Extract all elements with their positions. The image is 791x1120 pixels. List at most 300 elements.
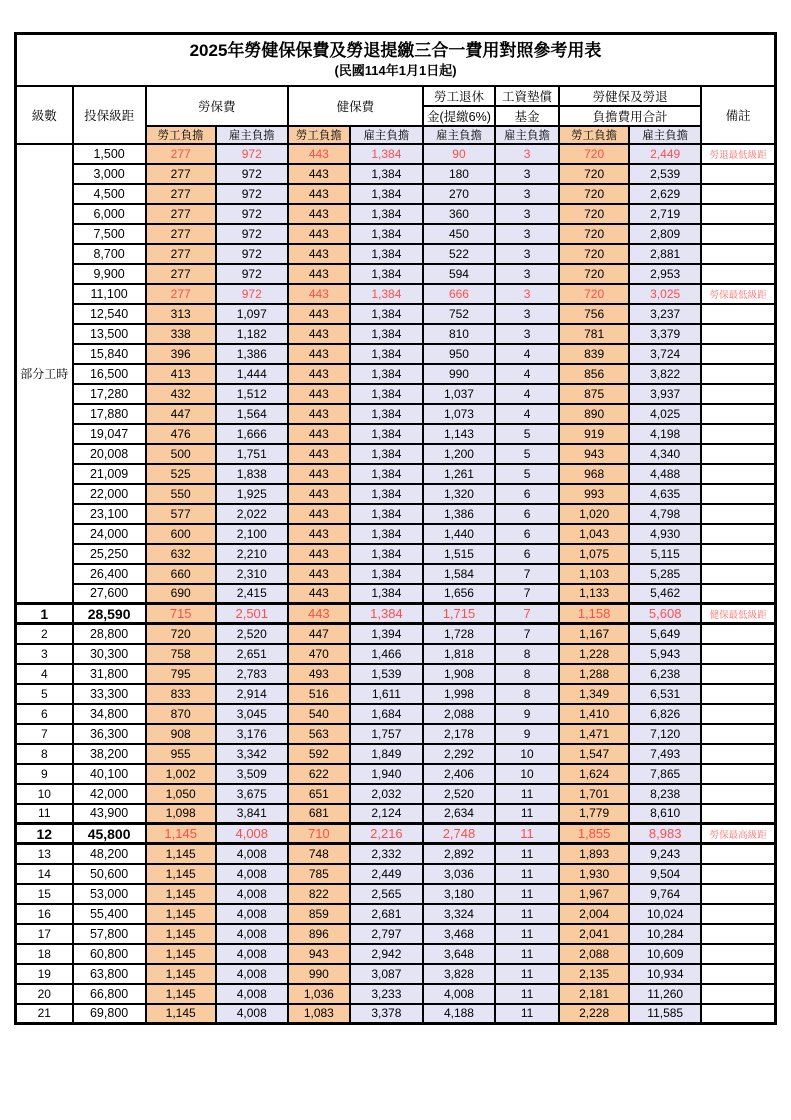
- health-worker-fee: 443: [288, 344, 350, 364]
- table-header: [16, 34, 776, 144]
- level-cell: 14: [16, 864, 73, 884]
- bracket-cell: 30,300: [73, 644, 146, 664]
- health-employer-fee: 2,449: [350, 864, 423, 884]
- total-employer-fee: 8,983: [629, 824, 701, 844]
- pension-employer-fee: 90: [423, 144, 495, 164]
- remark-cell: [701, 164, 775, 184]
- header-total-line1: 勞健保及勞退: [559, 86, 701, 106]
- pension-employer-fee: 2,406: [423, 764, 495, 784]
- table-row: [16, 864, 776, 884]
- table-row: [16, 404, 776, 424]
- total-employer-fee: 4,340: [629, 444, 701, 464]
- labor-employer-fee: 4,008: [216, 924, 288, 944]
- health-worker-fee: 470: [288, 644, 350, 664]
- health-worker-fee: 443: [288, 424, 350, 444]
- health-employer-fee: 1,384: [350, 204, 423, 224]
- labor-worker-fee: 600: [146, 524, 216, 544]
- total-worker-fee: 1,855: [559, 824, 629, 844]
- labor-employer-fee: 2,520: [216, 624, 288, 644]
- health-worker-fee: 443: [288, 404, 350, 424]
- pension-employer-fee: 1,143: [423, 424, 495, 444]
- labor-employer-fee: 972: [216, 244, 288, 264]
- table-row: [16, 144, 776, 164]
- total-employer-fee: 7,493: [629, 744, 701, 764]
- labor-employer-fee: 4,008: [216, 904, 288, 924]
- table-row: [16, 264, 776, 284]
- wage-fund-employer-fee: 10: [495, 744, 559, 764]
- table-row: [16, 964, 776, 984]
- labor-employer-fee: 1,444: [216, 364, 288, 384]
- health-worker-fee: 651: [288, 784, 350, 804]
- total-worker-fee: 2,088: [559, 944, 629, 964]
- total-employer-fee: 11,585: [629, 1004, 701, 1024]
- labor-employer-fee: 972: [216, 144, 288, 164]
- table-row: [16, 224, 776, 244]
- pension-employer-fee: 360: [423, 204, 495, 224]
- table-row: [16, 944, 776, 964]
- bracket-cell: 66,800: [73, 984, 146, 1004]
- table-row: [16, 884, 776, 904]
- remark-cell: [701, 384, 775, 404]
- labor-worker-fee: 908: [146, 724, 216, 744]
- total-employer-fee: 3,937: [629, 384, 701, 404]
- wage-fund-employer-fee: 3: [495, 204, 559, 224]
- total-employer-fee: 2,881: [629, 244, 701, 264]
- health-worker-fee: 443: [288, 204, 350, 224]
- total-employer-fee: 11,260: [629, 984, 701, 1004]
- labor-worker-fee: 1,145: [146, 824, 216, 844]
- subheader-labor-worker: 勞工負擔: [146, 126, 216, 144]
- wage-fund-employer-fee: 11: [495, 864, 559, 884]
- wage-fund-employer-fee: 11: [495, 784, 559, 804]
- labor-employer-fee: 1,564: [216, 404, 288, 424]
- wage-fund-employer-fee: 11: [495, 984, 559, 1004]
- labor-employer-fee: 4,008: [216, 984, 288, 1004]
- labor-worker-fee: 413: [146, 364, 216, 384]
- bracket-cell: 50,600: [73, 864, 146, 884]
- labor-employer-fee: 3,675: [216, 784, 288, 804]
- total-worker-fee: 993: [559, 484, 629, 504]
- pension-employer-fee: 1,320: [423, 484, 495, 504]
- total-employer-fee: 2,809: [629, 224, 701, 244]
- labor-employer-fee: 972: [216, 264, 288, 284]
- total-employer-fee: 6,531: [629, 684, 701, 704]
- bracket-cell: 34,800: [73, 704, 146, 724]
- wage-fund-employer-fee: 11: [495, 964, 559, 984]
- health-employer-fee: 2,124: [350, 804, 423, 824]
- header-labor-insurance: 勞保費: [146, 86, 288, 126]
- wage-fund-employer-fee: 5: [495, 464, 559, 484]
- health-employer-fee: 1,384: [350, 404, 423, 424]
- health-worker-fee: 1,083: [288, 1004, 350, 1024]
- labor-employer-fee: 4,008: [216, 844, 288, 864]
- health-worker-fee: 443: [288, 144, 350, 164]
- wage-fund-employer-fee: 6: [495, 524, 559, 544]
- remark-cell: [701, 944, 775, 964]
- labor-employer-fee: 1,838: [216, 464, 288, 484]
- remark-cell: [701, 924, 775, 944]
- total-employer-fee: 4,930: [629, 524, 701, 544]
- wage-fund-employer-fee: 6: [495, 504, 559, 524]
- pension-employer-fee: 666: [423, 284, 495, 304]
- total-worker-fee: 1,967: [559, 884, 629, 904]
- total-worker-fee: 968: [559, 464, 629, 484]
- labor-worker-fee: 1,145: [146, 1004, 216, 1024]
- health-employer-fee: 1,384: [350, 584, 423, 604]
- labor-worker-fee: 1,002: [146, 764, 216, 784]
- health-employer-fee: 1,384: [350, 544, 423, 564]
- total-employer-fee: 10,024: [629, 904, 701, 924]
- labor-worker-fee: 1,145: [146, 864, 216, 884]
- bracket-cell: 23,100: [73, 504, 146, 524]
- bracket-cell: 9,900: [73, 264, 146, 284]
- remark-cell: [701, 364, 775, 384]
- pension-employer-fee: 1,440: [423, 524, 495, 544]
- table-row: [16, 484, 776, 504]
- pension-employer-fee: 3,324: [423, 904, 495, 924]
- remark-cell: [701, 644, 775, 664]
- health-employer-fee: 1,384: [350, 184, 423, 204]
- header-level: 級數: [16, 86, 73, 144]
- wage-fund-employer-fee: 3: [495, 244, 559, 264]
- labor-employer-fee: 2,022: [216, 504, 288, 524]
- level-cell: 11: [16, 804, 73, 824]
- labor-worker-fee: 338: [146, 324, 216, 344]
- total-worker-fee: 1,893: [559, 844, 629, 864]
- table-row: [16, 204, 776, 224]
- health-employer-fee: 1,384: [350, 604, 423, 624]
- header-row-1: [16, 86, 776, 106]
- health-employer-fee: 1,384: [350, 284, 423, 304]
- labor-worker-fee: 1,145: [146, 964, 216, 984]
- total-employer-fee: 2,629: [629, 184, 701, 204]
- total-worker-fee: 1,288: [559, 664, 629, 684]
- labor-worker-fee: 1,145: [146, 904, 216, 924]
- level-cell: 12: [16, 824, 73, 844]
- labor-employer-fee: 4,008: [216, 864, 288, 884]
- bracket-cell: 12,540: [73, 304, 146, 324]
- wage-fund-employer-fee: 3: [495, 224, 559, 244]
- health-employer-fee: 1,757: [350, 724, 423, 744]
- wage-fund-employer-fee: 9: [495, 704, 559, 724]
- health-worker-fee: 443: [288, 444, 350, 464]
- remark-cell: [701, 204, 775, 224]
- total-worker-fee: 2,004: [559, 904, 629, 924]
- total-employer-fee: 4,025: [629, 404, 701, 424]
- pension-employer-fee: 810: [423, 324, 495, 344]
- table-row: [16, 844, 776, 864]
- wage-fund-employer-fee: 4: [495, 364, 559, 384]
- table-row: [16, 604, 776, 624]
- bracket-cell: 20,008: [73, 444, 146, 464]
- health-employer-fee: 1,384: [350, 424, 423, 444]
- pension-employer-fee: 1,200: [423, 444, 495, 464]
- labor-employer-fee: 3,342: [216, 744, 288, 764]
- health-worker-fee: 563: [288, 724, 350, 744]
- labor-employer-fee: 1,666: [216, 424, 288, 444]
- wage-fund-employer-fee: 4: [495, 384, 559, 404]
- pension-employer-fee: 1,073: [423, 404, 495, 424]
- bracket-cell: 25,250: [73, 544, 146, 564]
- health-employer-fee: 1,384: [350, 224, 423, 244]
- wage-fund-employer-fee: 7: [495, 584, 559, 604]
- remark-cell: [701, 404, 775, 424]
- health-employer-fee: 1,539: [350, 664, 423, 684]
- bracket-cell: 28,590: [73, 604, 146, 624]
- labor-worker-fee: 277: [146, 144, 216, 164]
- bracket-cell: 24,000: [73, 524, 146, 544]
- labor-worker-fee: 632: [146, 544, 216, 564]
- labor-worker-fee: 1,145: [146, 884, 216, 904]
- remark-cell: [701, 544, 775, 564]
- pension-employer-fee: 752: [423, 304, 495, 324]
- total-employer-fee: 5,608: [629, 604, 701, 624]
- health-worker-fee: 622: [288, 764, 350, 784]
- remark-cell: [701, 744, 775, 764]
- health-employer-fee: 2,797: [350, 924, 423, 944]
- remark-cell: [701, 444, 775, 464]
- labor-worker-fee: 758: [146, 644, 216, 664]
- bracket-cell: 21,009: [73, 464, 146, 484]
- remark-cell: [701, 844, 775, 864]
- table-row: [16, 644, 776, 664]
- remark-cell: [701, 664, 775, 684]
- labor-employer-fee: 2,501: [216, 604, 288, 624]
- pension-employer-fee: 4,008: [423, 984, 495, 1004]
- labor-worker-fee: 476: [146, 424, 216, 444]
- health-employer-fee: 1,384: [350, 164, 423, 184]
- labor-employer-fee: 1,386: [216, 344, 288, 364]
- table-row: [16, 364, 776, 384]
- level-cell: 16: [16, 904, 73, 924]
- health-worker-fee: 447: [288, 624, 350, 644]
- bracket-cell: 16,500: [73, 364, 146, 384]
- part-time-label: 部分工時: [16, 144, 73, 604]
- total-employer-fee: 8,238: [629, 784, 701, 804]
- pension-employer-fee: 950: [423, 344, 495, 364]
- remark-cell: 健保最低級距: [701, 604, 775, 624]
- total-employer-fee: 9,504: [629, 864, 701, 884]
- remark-cell: 勞退最低級距: [701, 144, 775, 164]
- labor-employer-fee: 4,008: [216, 964, 288, 984]
- labor-worker-fee: 396: [146, 344, 216, 364]
- table-row: [16, 544, 776, 564]
- level-cell: 7: [16, 724, 73, 744]
- total-worker-fee: 2,135: [559, 964, 629, 984]
- labor-employer-fee: 3,045: [216, 704, 288, 724]
- remark-cell: [701, 984, 775, 1004]
- pension-employer-fee: 3,828: [423, 964, 495, 984]
- labor-worker-fee: 715: [146, 604, 216, 624]
- table-row: [16, 244, 776, 264]
- labor-worker-fee: 1,145: [146, 984, 216, 1004]
- total-worker-fee: 1,930: [559, 864, 629, 884]
- total-employer-fee: 10,284: [629, 924, 701, 944]
- level-cell: 10: [16, 784, 73, 804]
- total-worker-fee: 1,410: [559, 704, 629, 724]
- bracket-cell: 1,500: [73, 144, 146, 164]
- labor-worker-fee: 277: [146, 224, 216, 244]
- header-total-line2: 負擔費用合計: [559, 106, 701, 126]
- bracket-cell: 57,800: [73, 924, 146, 944]
- total-employer-fee: 2,719: [629, 204, 701, 224]
- health-employer-fee: 1,384: [350, 384, 423, 404]
- total-employer-fee: 5,115: [629, 544, 701, 564]
- total-employer-fee: 2,539: [629, 164, 701, 184]
- health-worker-fee: 443: [288, 304, 350, 324]
- level-cell: 20: [16, 984, 73, 1004]
- labor-worker-fee: 277: [146, 244, 216, 264]
- health-worker-fee: 443: [288, 504, 350, 524]
- pension-employer-fee: 1,656: [423, 584, 495, 604]
- subheader-pension-employer: 雇主負擔: [423, 126, 495, 144]
- remark-cell: [701, 304, 775, 324]
- level-cell: 4: [16, 664, 73, 684]
- health-employer-fee: 1,384: [350, 464, 423, 484]
- remark-cell: [701, 484, 775, 504]
- labor-employer-fee: 2,100: [216, 524, 288, 544]
- health-worker-fee: 822: [288, 884, 350, 904]
- pension-employer-fee: 4,188: [423, 1004, 495, 1024]
- health-worker-fee: 443: [288, 464, 350, 484]
- level-cell: 5: [16, 684, 73, 704]
- health-employer-fee: 1,466: [350, 644, 423, 664]
- total-employer-fee: 4,198: [629, 424, 701, 444]
- total-worker-fee: 1,701: [559, 784, 629, 804]
- wage-fund-employer-fee: 11: [495, 884, 559, 904]
- labor-worker-fee: 870: [146, 704, 216, 724]
- labor-worker-fee: 1,145: [146, 924, 216, 944]
- table-row: [16, 804, 776, 824]
- bracket-cell: 55,400: [73, 904, 146, 924]
- wage-fund-employer-fee: 5: [495, 424, 559, 444]
- total-worker-fee: 1,103: [559, 564, 629, 584]
- health-employer-fee: 1,384: [350, 244, 423, 264]
- remark-cell: 勞保最低級距: [701, 284, 775, 304]
- remark-cell: [701, 324, 775, 344]
- wage-fund-employer-fee: 8: [495, 664, 559, 684]
- labor-worker-fee: 313: [146, 304, 216, 324]
- level-cell: 19: [16, 964, 73, 984]
- pension-employer-fee: 1,818: [423, 644, 495, 664]
- total-employer-fee: 10,609: [629, 944, 701, 964]
- table-row: [16, 744, 776, 764]
- health-employer-fee: 1,384: [350, 324, 423, 344]
- remark-cell: [701, 1004, 775, 1024]
- total-employer-fee: 9,764: [629, 884, 701, 904]
- health-employer-fee: 1,384: [350, 264, 423, 284]
- health-worker-fee: 516: [288, 684, 350, 704]
- wage-fund-employer-fee: 11: [495, 924, 559, 944]
- subheader-health-employer: 雇主負擔: [350, 126, 423, 144]
- pension-employer-fee: 3,180: [423, 884, 495, 904]
- health-worker-fee: 748: [288, 844, 350, 864]
- health-employer-fee: 2,681: [350, 904, 423, 924]
- table-row: [16, 984, 776, 1004]
- remark-cell: [701, 264, 775, 284]
- level-cell: 3: [16, 644, 73, 664]
- table-row: [16, 284, 776, 304]
- pension-employer-fee: 450: [423, 224, 495, 244]
- health-employer-fee: 1,384: [350, 344, 423, 364]
- total-worker-fee: 1,167: [559, 624, 629, 644]
- pension-employer-fee: 270: [423, 184, 495, 204]
- total-employer-fee: 9,243: [629, 844, 701, 864]
- total-employer-fee: 3,237: [629, 304, 701, 324]
- health-employer-fee: 1,384: [350, 524, 423, 544]
- bracket-cell: 26,400: [73, 564, 146, 584]
- bracket-cell: 53,000: [73, 884, 146, 904]
- labor-employer-fee: 1,925: [216, 484, 288, 504]
- health-employer-fee: 3,233: [350, 984, 423, 1004]
- wage-fund-employer-fee: 7: [495, 624, 559, 644]
- total-worker-fee: 720: [559, 244, 629, 264]
- total-worker-fee: 839: [559, 344, 629, 364]
- health-worker-fee: 443: [288, 324, 350, 344]
- table-row: [16, 724, 776, 744]
- remark-cell: [701, 244, 775, 264]
- health-worker-fee: 493: [288, 664, 350, 684]
- health-worker-fee: 443: [288, 524, 350, 544]
- health-employer-fee: 3,378: [350, 1004, 423, 1024]
- pension-employer-fee: 3,036: [423, 864, 495, 884]
- remark-cell: [701, 624, 775, 644]
- pension-employer-fee: 2,634: [423, 804, 495, 824]
- table-row: [16, 164, 776, 184]
- remark-cell: [701, 784, 775, 804]
- labor-worker-fee: 955: [146, 744, 216, 764]
- health-employer-fee: 1,849: [350, 744, 423, 764]
- labor-employer-fee: 1,097: [216, 304, 288, 324]
- bracket-cell: 27,600: [73, 584, 146, 604]
- total-employer-fee: 6,826: [629, 704, 701, 724]
- labor-employer-fee: 2,651: [216, 644, 288, 664]
- pension-employer-fee: 1,728: [423, 624, 495, 644]
- wage-fund-employer-fee: 11: [495, 824, 559, 844]
- labor-employer-fee: 4,008: [216, 944, 288, 964]
- total-employer-fee: 6,238: [629, 664, 701, 684]
- bracket-cell: 17,280: [73, 384, 146, 404]
- total-employer-fee: 5,285: [629, 564, 701, 584]
- wage-fund-employer-fee: 11: [495, 804, 559, 824]
- wage-fund-employer-fee: 3: [495, 184, 559, 204]
- total-employer-fee: 3,379: [629, 324, 701, 344]
- total-worker-fee: 1,228: [559, 644, 629, 664]
- remark-cell: [701, 584, 775, 604]
- health-worker-fee: 443: [288, 224, 350, 244]
- pension-employer-fee: 2,892: [423, 844, 495, 864]
- labor-employer-fee: 1,751: [216, 444, 288, 464]
- labor-employer-fee: 3,841: [216, 804, 288, 824]
- level-cell: 8: [16, 744, 73, 764]
- labor-employer-fee: 4,008: [216, 824, 288, 844]
- header-pension-line1: 勞工退休: [423, 86, 495, 106]
- level-cell: 21: [16, 1004, 73, 1024]
- fee-reference-table: [14, 32, 777, 1025]
- bracket-cell: 19,047: [73, 424, 146, 444]
- total-worker-fee: 856: [559, 364, 629, 384]
- bracket-cell: 22,000: [73, 484, 146, 504]
- table-row: [16, 424, 776, 444]
- wage-fund-employer-fee: 3: [495, 144, 559, 164]
- bracket-cell: 17,880: [73, 404, 146, 424]
- bracket-cell: 38,200: [73, 744, 146, 764]
- total-employer-fee: 4,488: [629, 464, 701, 484]
- labor-worker-fee: 550: [146, 484, 216, 504]
- subheader-total-worker: 勞工負擔: [559, 126, 629, 144]
- wage-fund-employer-fee: 6: [495, 544, 559, 564]
- wage-fund-employer-fee: 3: [495, 304, 559, 324]
